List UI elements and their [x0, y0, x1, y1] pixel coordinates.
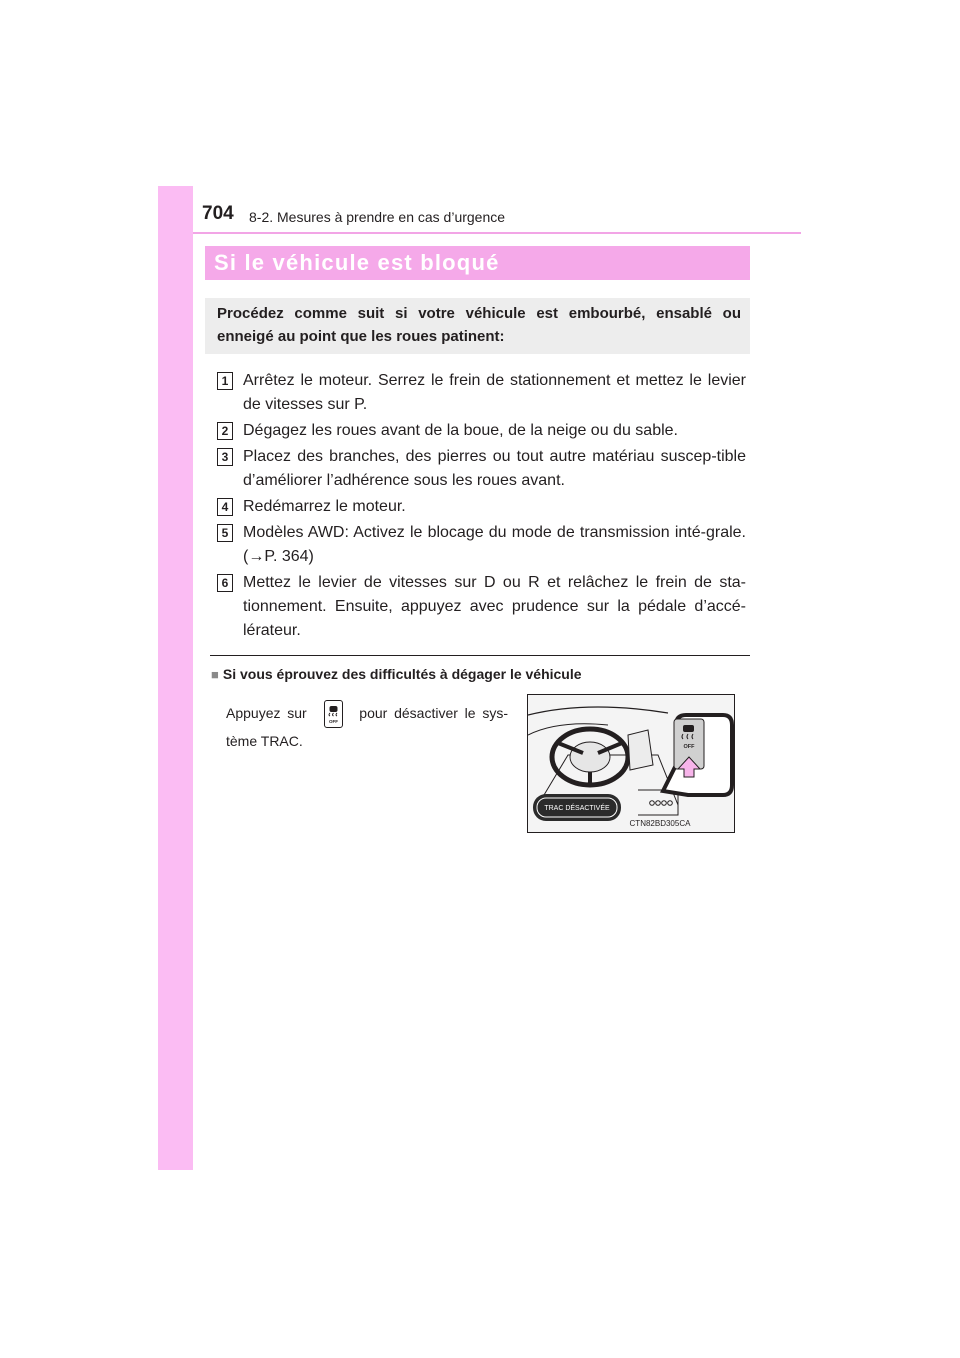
chapter-title: 8-2. Mesures à prendre en cas d’urgence	[249, 209, 506, 225]
step-number: 3	[217, 448, 233, 466]
page-side-band	[158, 186, 193, 1170]
subsection-title: Si vous éprouvez des difficultés à dégager le véhicule	[222, 666, 582, 682]
step-number: 6	[217, 574, 233, 592]
step-text: Mettez le levier de vitesses sur D ou R et relâchez le frein de sta-tionnement. Ensuite, appuyez avec prudence sur la pédale d’accé-lérateur.	[243, 574, 746, 639]
step-number: 2	[217, 422, 233, 440]
intro-text: Procédez comme suit si votre véhicule est embourbé, ensablé ou enneigé au point que les roues patinent:	[217, 305, 741, 345]
step-text: Modèles AWD: Activez le blocage du mode de transmission inté-grale. (→P. 364)	[243, 524, 746, 565]
square-bullet-icon: ■	[211, 667, 219, 682]
note-text-before: Appuyez sur	[226, 705, 307, 721]
step-text: Arrêtez le moteur. Serrez le frein de stationnement et mettez le levier de vitesses sur P.	[243, 372, 746, 413]
illustration-code: CTN82BD305CA	[629, 819, 691, 828]
step-number: 4	[217, 498, 233, 516]
dashboard-illustration	[527, 694, 735, 833]
page-number: 704	[202, 203, 234, 224]
step-text: Placez des branches, des pierres ou tout autre matériau suscep-tible d’améliorer l’adhérence sous les roues avant.	[243, 448, 746, 489]
section-title: Si le véhicule est bloqué	[214, 250, 500, 275]
dashboard-drawing	[528, 695, 734, 832]
subsection-note	[226, 700, 508, 755]
step-number: 5	[217, 524, 233, 542]
trac-callout-label: TRAC DÉSACTIVÉE	[544, 805, 610, 812]
svg-text:OFF: OFF	[328, 719, 338, 725]
subsection-heading	[211, 666, 582, 682]
step-text: Dégagez les roues avant de la boue, de la neige ou du sable.	[243, 422, 678, 439]
header-rule	[193, 232, 801, 234]
note-text-after: pour désactiver le sys-tème TRAC.	[226, 705, 509, 750]
trac-off-button-icon	[324, 700, 343, 728]
section-divider	[210, 655, 750, 656]
off-button-label: OFF	[683, 744, 695, 750]
step-number: 1	[217, 372, 233, 390]
step-text: Redémarrez le moteur.	[243, 498, 406, 515]
